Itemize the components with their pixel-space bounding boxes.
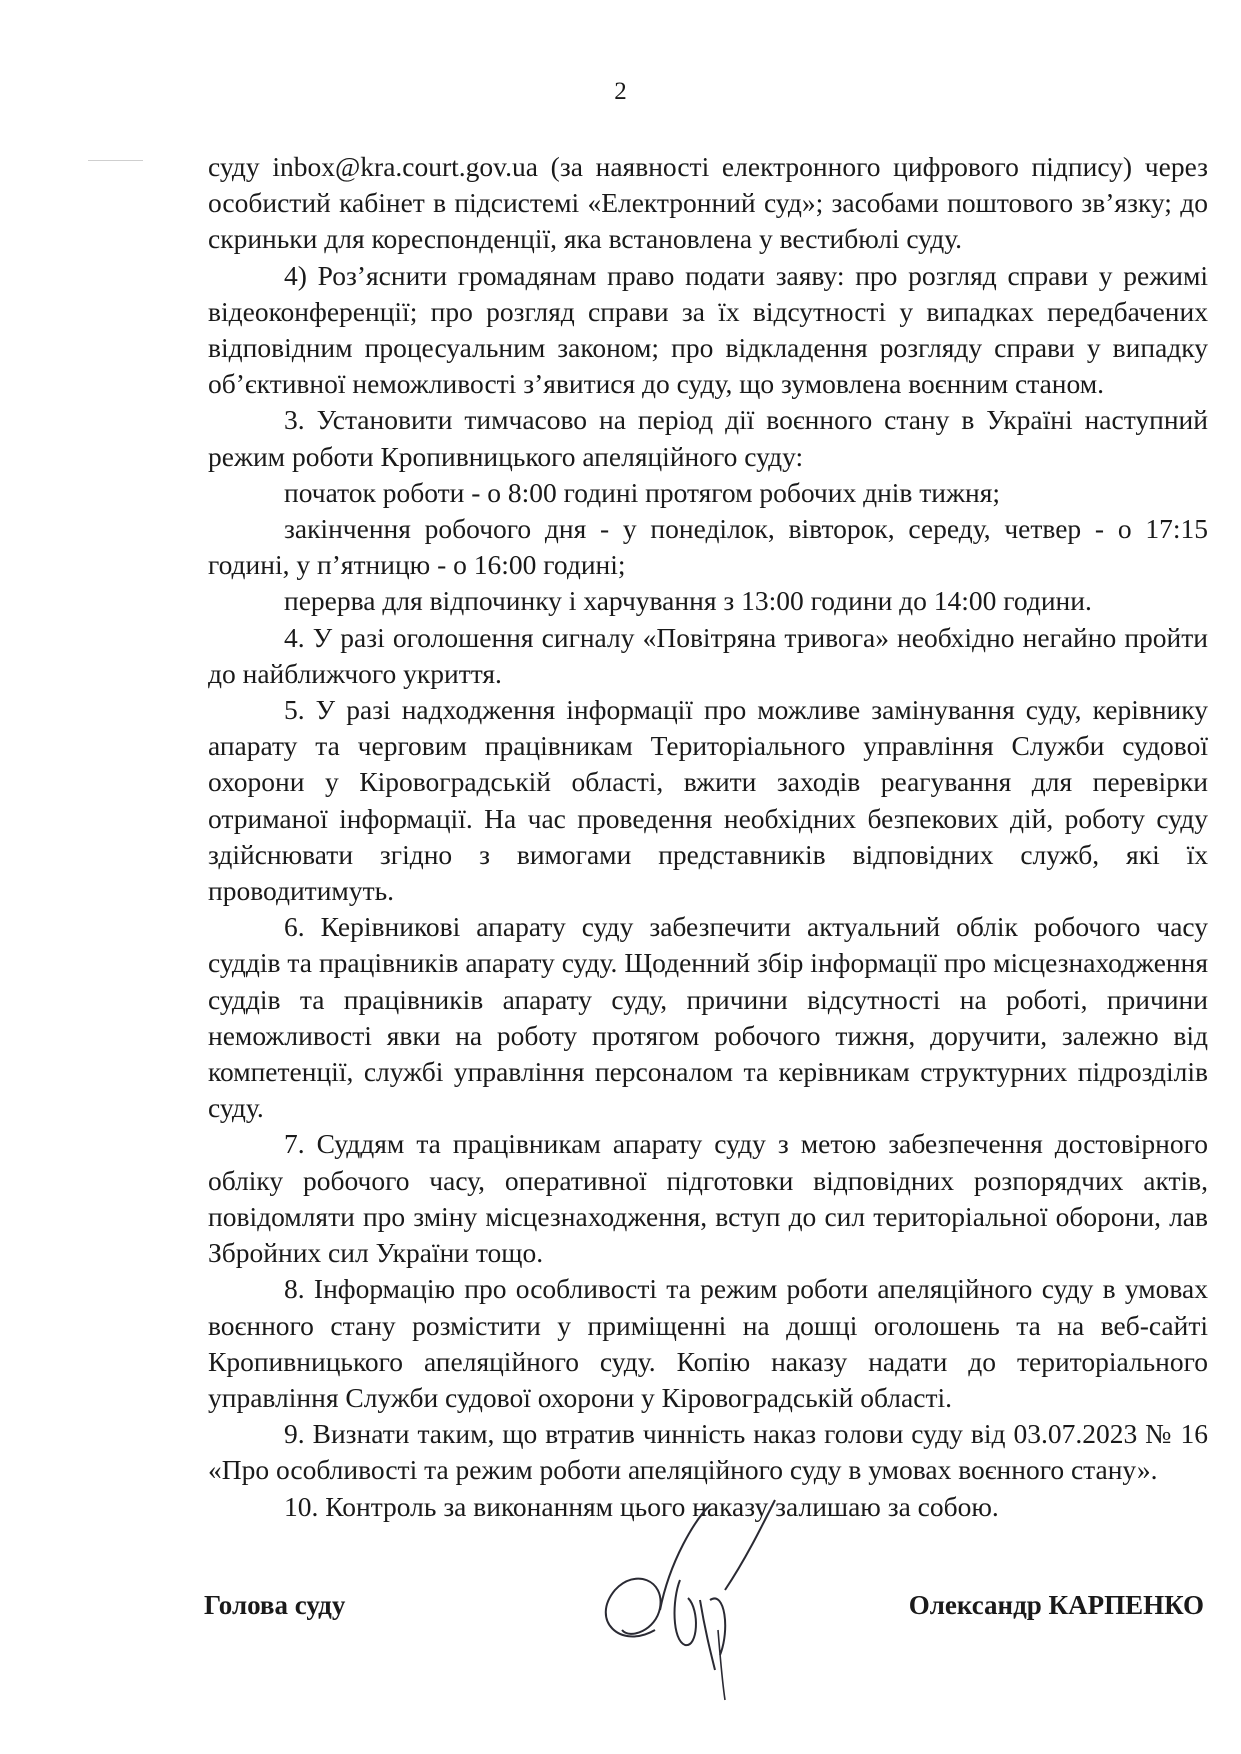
page-number: 2 (614, 78, 627, 105)
item-3-work-schedule: 3. Установити тимчасово на період дії воєнного стану в Україні наступний режим роботи Кропивницького апеляційного суду: (208, 404, 1208, 472)
paragraph-explain-rights: 4) Роз’яснити громадянам право подати заяву: про розгляд справи у режимі відеоконференції; про розгляд справи за їх відсутності у випадках передбачених відповідним процесуальним законом; про відкладення розгляду справи у випадку об’єктивної неможливості з’явитися до суду, що зумовлена воєнним станом. (208, 259, 1208, 400)
scan-artifact (88, 160, 143, 161)
item-7-location-reporting: 7. Суддям та працівникам апарату суду з метою забезпечення достовірного обліку робочого часу, оперативної підготовки відповідних розпорядчих актів, повідомляти про зміну місцезнаходження, вступ до сил територіальної оборони, лав Збройних сил України тощо. (208, 1128, 1208, 1269)
schedule-start: початок роботи - о 8:00 годині протягом робочих днів тижня; (284, 476, 1001, 508)
item-10-control: 10. Контроль за виконанням цього наказу залишаю за собою. (284, 1490, 999, 1522)
paragraph-email-continuation: суду inbox@kra.court.gov.ua (за наявності електронного цифрового підпису) через особистий кабінет в підсистемі «Електронний суд»; засобами поштового зв’язку; до скриньки для кореспонденції, яка встановлена у вестибюлі суду. (208, 151, 1208, 255)
schedule-end: закінчення робочого дня - у понеділок, вівторок, середу, четвер - о 17:15 годині, у п’ятницю - о 16:00 годині; (208, 513, 1208, 581)
signature-position: Голова суду (204, 1590, 346, 1620)
item-4-air-raid: 4. У разі оголошення сигналу «Повітряна тривога» необхідно негайно пройти до найближчого укриття. (208, 621, 1208, 689)
schedule-break: перерва для відпочинку і харчування з 13:00 години до 14:00 години. (284, 585, 1092, 617)
document-body (208, 149, 1208, 1525)
item-6-time-tracking: 6. Керівникові апарату суду забезпечити актуальний облік робочого часу суддів та працівників апарату суду. Щоденний збір інформації про місцезнаходження суддів та працівників апарату суду, причини відсутності на роботі, причини неможливості явки на роботу протягом робочого тижня, доручити, залежно від компетенції, службі управління персоналом та керівникам структурних підрозділів суду. (208, 911, 1208, 1124)
item-9-previous-order-void: 9. Визнати таким, що втратив чинність наказ голови суду від 03.07.2023 № 16 «Про особливості та режим роботи апеляційного суду в умовах воєнного стану». (208, 1418, 1208, 1486)
signature-block (204, 1590, 1204, 1630)
item-5-mining-threat: 5. У разі надходження інформації про можливе замінування суду, керівнику апарату та черговим працівникам Територіального управління Служби судової охорони у Кіровоградській області, вжити заходів реагування для перевірки отриманої інформації. На час проведення необхідних безпекових дій, роботу суду здійснювати згідно з вимогами представників відповідних служб, які їх проводитимуть. (208, 694, 1208, 907)
signature-name: Олександр КАРПЕНКО (908, 1590, 1204, 1620)
item-8-information-posting: 8. Інформацію про особливості та режим роботи апеляційного суду в умовах воєнного стану розмістити у приміщенні на дошці оголошень та на веб-сайті Кропивницького апеляційного суду. Копію наказу надати до територіального управління Служби судової охорони у Кіровоградській області. (208, 1273, 1208, 1413)
